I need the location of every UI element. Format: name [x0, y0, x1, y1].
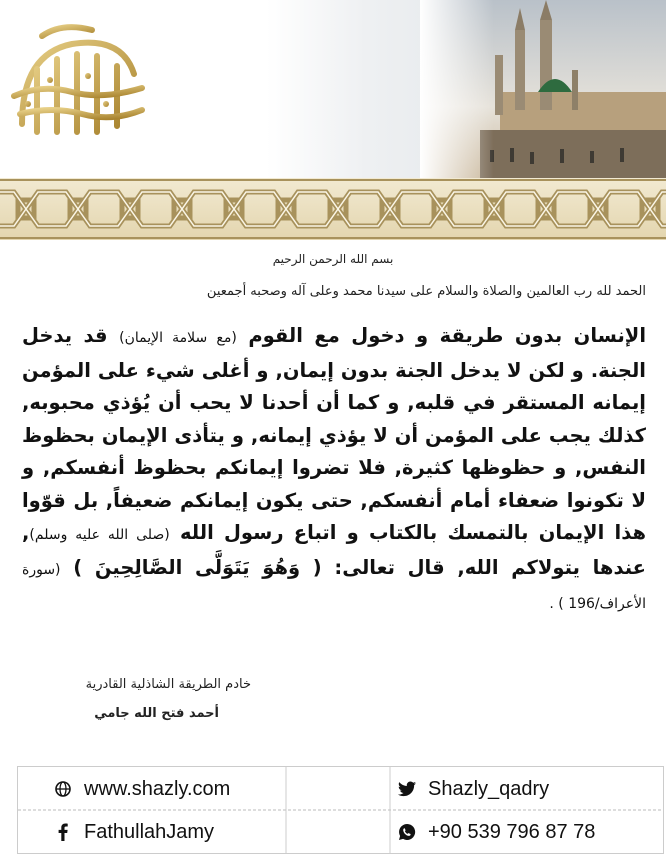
quran-reference: (سورة الأعراف/196 ) . [22, 561, 646, 612]
facebook-link[interactable] [52, 812, 214, 852]
basmala: بسم الله الرحمن الرحيم [272, 252, 394, 266]
opening-praise: الحمد لله رب العالمين والصلاة والسلام على سيدنا محمد وعلى آله وصحبه أجمعين [206, 284, 646, 299]
paragraph-part-4: , عندها يتولاكم الله, قال تعالى: ( وَهُوَ يَتَوَلَّى الصَّالِحِينَ ) [22, 521, 646, 579]
facebook-icon [52, 821, 74, 843]
website-text: www.shazly.com [84, 777, 231, 800]
paragraph-salutation: (صلى الله عليه وسلم) [29, 527, 170, 543]
whatsapp-number: +90 539 796 87 78 [428, 820, 596, 843]
ornamental-knot-band [0, 178, 666, 240]
globe-icon [52, 778, 74, 800]
signature-title: خادم الطريقة الشاذلية القادرية [85, 677, 251, 692]
whatsapp-link[interactable] [396, 812, 595, 852]
contacts-box [17, 766, 664, 854]
twitter-handle: Shazly_qadry [428, 777, 550, 800]
paragraph-note-1: (مع سلامة الإيمان) [119, 330, 237, 346]
whatsapp-icon [396, 821, 418, 843]
paragraph-part-1: الإنسان بدون طريقة و دخول مع القوم [248, 324, 647, 347]
paragraph-part-2: قد يدخل الجنة. و لكن لا يدخل الجنة بدون إيمان, و أغلى شيء على المؤمن إيمانه المستقر في قلبه, و كما أن أحدنا لا يحب أن يُؤذي محبوبه, كذلك يجب على المؤمن أن لا يؤذي إيمانه, و يتأذى الإيمان بحظوظ النفس, و حظوظها كثيرة, فلا تضروا إيمانكم بحظوظ أنفسكم, و لا تكونوا ضعفاء أمام أنفسكم, حتى يكون إيمانكم ضعيفاً, بل قوّوا هذا الإيمان بالتمسك بالكتاب و اتباع رسول الله [22, 324, 646, 544]
header-banner [0, 0, 666, 178]
facebook-handle: FathullahJamy [84, 820, 215, 843]
twitter-link[interactable] [396, 769, 549, 809]
svg-text:الطريقة الشاذلية القادرية: الطريقة الشاذلية القادرية [71, 138, 83, 139]
signature-name: أحمد فتح الله جامي [94, 706, 219, 721]
twitter-icon [396, 778, 418, 800]
mosque-image [420, 0, 666, 178]
website-link[interactable] [52, 769, 230, 809]
main-paragraph [22, 320, 646, 621]
calligraphy-logo [2, 14, 152, 142]
